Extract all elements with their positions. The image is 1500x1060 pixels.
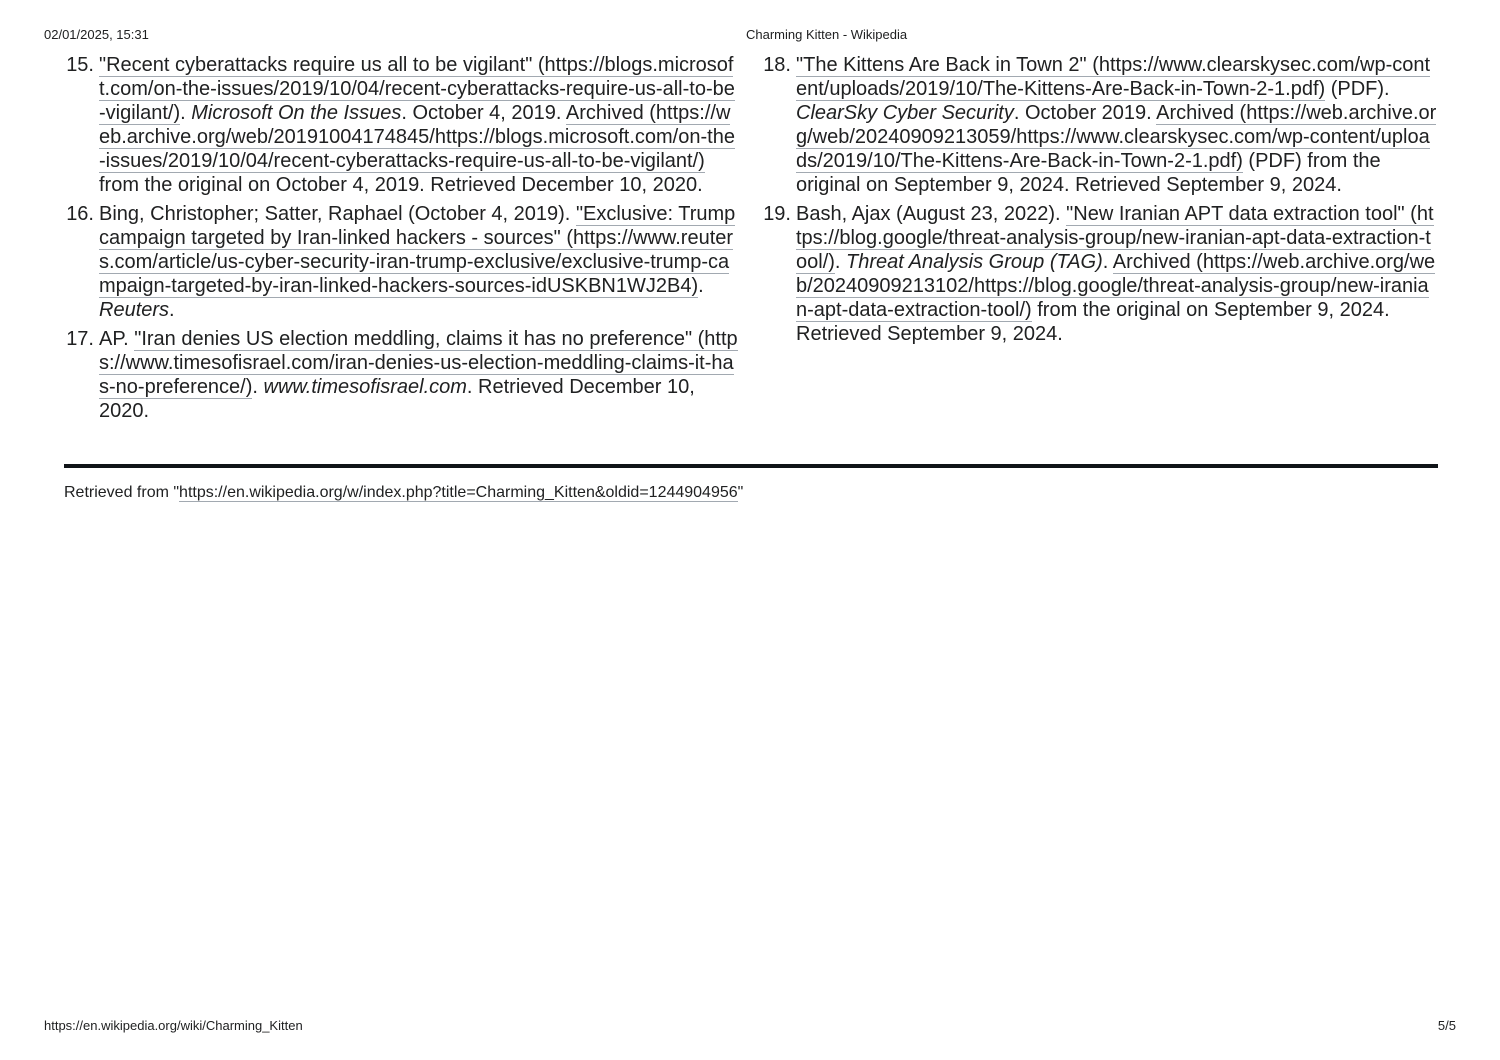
reference-text: . [834,251,847,273]
retrieved-url-link[interactable]: https://en.wikipedia.org/w/index.php?title=Charming_Kitten&oldid=1244904956 [179,484,738,501]
print-header [44,27,1456,43]
reference-text: Bing, Christopher; Satter, Raphael (October 4, 2019). [99,203,576,225]
reference-text: . [1102,251,1113,273]
reference-text: . October 2019. [1013,102,1157,124]
references-column-right [761,53,1437,351]
reference-text: . October 4, 2019. [401,102,566,124]
reference-15 [64,53,740,197]
reference-number: 17. [66,328,94,350]
archive-link[interactable]: Archived (https://web.archive.org/web/20240909213102/https://blog.google/threat-analysis-group/new-iranian-apt-data-extraction-tool/) [796,251,1436,321]
references-column-left [64,53,740,428]
reference-number: 18. [763,54,791,76]
reference-16 [64,202,740,322]
reference-number: 19. [763,203,791,225]
archive-link[interactable]: Archived (https://web.archive.org/web/20240909213059/https://www.clearskysec.com/wp-content/uploads/2019/10/The-Kittens-Are-Back-in-Town-2-1.pdf) [796,102,1437,172]
reference-text: AP. [99,328,135,350]
reference-text: . [252,376,264,398]
section-divider [64,464,1438,468]
reference-link[interactable]: "Iran denies US election meddling, claims it has no preference" (https://www.timesofisrael.com/iran-denies-us-election-meddling-claims-it-has-no-preference/) [99,328,738,398]
print-page-url: https://en.wikipedia.org/wiki/Charming_Kitten [44,1018,303,1033]
reference-publisher: Threat Analysis Group (TAG) [846,251,1103,273]
print-footer [44,1018,1456,1034]
reference-text: Bash, Ajax (August 23, 2022). [796,203,1067,225]
print-page-title: Charming Kitten - Wikipedia [746,27,908,42]
reference-text: (PDF). [1325,78,1390,100]
print-page-number: 5/5 [1437,1018,1456,1033]
reference-text: . Retrieved December 10, 2020. [99,376,695,422]
retrieved-suffix: " [737,484,744,501]
reference-text: . [180,102,192,124]
reference-publisher: ClearSky Cyber Security [796,102,1014,124]
archive-link[interactable]: Archived (https://web.archive.org/web/20191004174845/https://blogs.microsoft.com/on-the-issues/2019/10/04/recent-cyberattacks-require-us-all-to-be-vigilant/) [99,102,735,172]
reference-text: . [698,275,704,297]
reference-19 [761,202,1437,346]
reference-number: 15. [66,54,94,76]
reference-number: 16. [66,203,94,225]
reference-link[interactable]: "The Kittens Are Back in Town 2" (https://www.clearskysec.com/wp-content/uploads/2019/10/The-Kittens-Are-Back-in-Town-2-1.pdf) [796,54,1431,100]
retrieved-prefix: Retrieved from " [64,484,180,501]
reference-18 [761,53,1437,197]
reference-text: (PDF) from the original on September 9, 2024. Retrieved September 9, 2024. [796,150,1381,196]
reference-text: from the original on September 9, 2024. Retrieved September 9, 2024. [796,299,1390,345]
reference-publisher: Reuters [99,299,170,321]
reference-17 [64,327,740,423]
retrieved-from [64,483,743,503]
reference-link[interactable]: "Recent cyberattacks require us all to be vigilant" (https://blogs.microsoft.com/on-the-issues/2019/10/04/recent-cyberattacks-require-us-all-to-be-vigilant/) [99,54,735,124]
reference-publisher: www.timesofisrael.com [263,376,467,398]
reference-link[interactable]: "Exclusive: Trump campaign targeted by Iran-linked hackers - sources" (https://www.reuters.com/article/us-cyber-security-iran-trump-exclusive/exclusive-trump-campaign-targeted-by-iran-linked-hackers-sources-idUSKBN1WJ2B4) [99,203,736,297]
reference-text: . [169,299,175,321]
print-datetime: 02/01/2025, 15:31 [44,27,149,42]
reference-text: from the original on October 4, 2019. Retrieved December 10, 2020. [99,174,703,196]
reference-link[interactable]: "New Iranian APT data extraction tool" (https://blog.google/threat-analysis-group/new-iranian-apt-data-extraction-tool/) [796,203,1434,273]
reference-publisher: Microsoft On the Issues [191,102,402,124]
